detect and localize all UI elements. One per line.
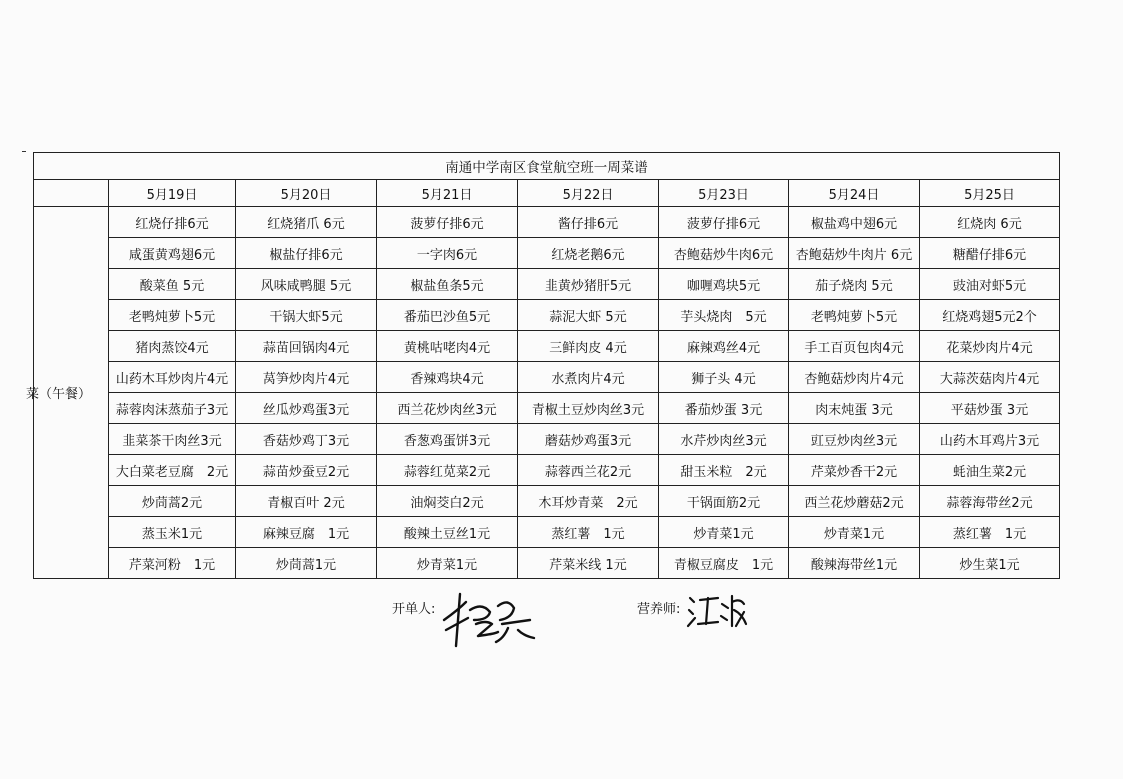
dish-cell: 蒸红薯 1元 [920,517,1060,548]
dish-cell: 莴笋炒肉片4元 [236,362,377,393]
date-header: 5月22日 [518,180,659,207]
issuer-signature [438,590,542,648]
dish-cell: 椒盐鱼条5元 [377,269,518,300]
dish-cell: 木耳炒青菜 2元 [518,486,659,517]
date-header: 5月21日 [377,180,518,207]
dish-cell: 蚝油生菜2元 [920,455,1060,486]
menu-row [34,238,1060,269]
dish-cell: 韭菜茶干肉丝3元 [109,424,236,455]
issuer-label: 开单人: [392,602,436,617]
dish-cell: 菠萝仔排6元 [659,207,789,238]
dish-cell: 炒青菜1元 [659,517,789,548]
dish-cell: 红烧肉 6元 [920,207,1060,238]
dish-cell: 西兰花炒蘑菇2元 [789,486,920,517]
dish-cell: 花菜炒肉片4元 [920,331,1060,362]
dish-cell: 干锅大虾5元 [236,300,377,331]
dish-cell: 狮子头 4元 [659,362,789,393]
date-header: 5月23日 [659,180,789,207]
header-blank-cell [34,180,109,207]
menu-row [34,362,1060,393]
dish-cell: 酸菜鱼 5元 [109,269,236,300]
dish-cell: 番茄炒蛋 3元 [659,393,789,424]
dish-cell: 麻辣鸡丝4元 [659,331,789,362]
date-header: 5月20日 [236,180,377,207]
dish-cell: 西兰花炒肉丝3元 [377,393,518,424]
dish-cell: 三鲜肉皮 4元 [518,331,659,362]
dish-cell: 猪肉蒸饺4元 [109,331,236,362]
menu-title: 南通中学南区食堂航空班一周菜谱 [34,153,1060,180]
dish-cell: 豉油对虾5元 [920,269,1060,300]
menu-row [34,548,1060,579]
dish-cell: 水煮肉片4元 [518,362,659,393]
menu-row [34,207,1060,238]
menu-row [34,269,1060,300]
dish-cell: 椒盐仔排6元 [236,238,377,269]
dish-cell: 红烧猪爪 6元 [236,207,377,238]
dish-cell: 肉末炖蛋 3元 [789,393,920,424]
dish-cell: 椒盐鸡中翅6元 [789,207,920,238]
dish-cell: 韭黄炒猪肝5元 [518,269,659,300]
dish-cell: 香菇炒鸡丁3元 [236,424,377,455]
date-header: 5月19日 [109,180,236,207]
dish-cell: 大蒜茨菇肉片4元 [920,362,1060,393]
dish-cell: 咸蛋黄鸡翅6元 [109,238,236,269]
dish-cell: 青椒土豆炒肉丝3元 [518,393,659,424]
dish-cell: 手工百页包肉4元 [789,331,920,362]
dish-cell: 水芹炒肉丝3元 [659,424,789,455]
dish-cell: 黄桃咕咾肉4元 [377,331,518,362]
dish-cell: 青椒豆腐皮 1元 [659,548,789,579]
dish-cell: 红烧鸡翅5元2个 [920,300,1060,331]
dish-cell: 蒸红薯 1元 [518,517,659,548]
dish-cell: 茄子烧肉 5元 [789,269,920,300]
menu-row [34,331,1060,362]
dish-cell: 豇豆炒肉丝3元 [789,424,920,455]
meal-row-label-text: 菜（午餐） [26,387,92,402]
dish-cell: 蒜蓉西兰花2元 [518,455,659,486]
dish-cell: 甜玉米粒 2元 [659,455,789,486]
dish-cell: 老鸭炖萝卜5元 [109,300,236,331]
dish-cell: 番茄巴沙鱼5元 [377,300,518,331]
dish-cell: 红烧仔排6元 [109,207,236,238]
dish-cell: 蒜蓉海带丝2元 [920,486,1060,517]
dish-cell: 酸辣海带丝1元 [789,548,920,579]
dish-cell: 香葱鸡蛋饼3元 [377,424,518,455]
dish-cell: 蒜泥大虾 5元 [518,300,659,331]
menu-row [34,393,1060,424]
dish-cell: 杏鲍菇炒肉片4元 [789,362,920,393]
nutritionist-label: 营养师: [637,602,681,617]
dish-cell: 咖喱鸡块5元 [659,269,789,300]
dish-cell: 一字肉6元 [377,238,518,269]
dish-cell: 山药木耳炒肉片4元 [109,362,236,393]
scan-mark [22,151,26,152]
dish-cell: 炒青菜1元 [377,548,518,579]
dish-cell: 风味咸鸭腿 5元 [236,269,377,300]
dish-cell: 蘑菇炒鸡蛋3元 [518,424,659,455]
menu-row [34,300,1060,331]
dish-cell: 红烧老鹅6元 [518,238,659,269]
dish-cell: 丝瓜炒鸡蛋3元 [236,393,377,424]
dish-cell: 芋头烧肉 5元 [659,300,789,331]
dish-cell: 山药木耳鸡片3元 [920,424,1060,455]
menu-row [34,486,1060,517]
menu-row [34,424,1060,455]
dish-cell: 大白菜老豆腐 2元 [109,455,236,486]
dish-cell: 菠萝仔排6元 [377,207,518,238]
dish-cell: 蒜蓉红苋菜2元 [377,455,518,486]
meal-row-label [26,207,109,579]
menu-row [34,455,1060,486]
dish-cell: 酸辣土豆丝1元 [377,517,518,548]
dish-cell: 油焖茭白2元 [377,486,518,517]
dish-cell: 干锅面筋2元 [659,486,789,517]
date-header: 5月24日 [789,180,920,207]
dish-cell: 酱仔排6元 [518,207,659,238]
dish-cell: 炒青菜1元 [789,517,920,548]
dish-cell: 芹菜炒香干2元 [789,455,920,486]
dish-cell: 香辣鸡块4元 [377,362,518,393]
dish-cell: 蒸玉米1元 [109,517,236,548]
dish-cell: 芹菜河粉 1元 [109,548,236,579]
date-header: 5月25日 [920,180,1060,207]
dish-cell: 老鸭炖萝卜5元 [789,300,920,331]
menu-row [34,517,1060,548]
dish-cell: 杏鲍菇炒牛肉片 6元 [789,238,920,269]
dish-cell: 蒜苗炒蚕豆2元 [236,455,377,486]
dish-cell: 炒茼蒿2元 [109,486,236,517]
dish-cell: 麻辣豆腐 1元 [236,517,377,548]
dish-cell: 蒜苗回锅肉4元 [236,331,377,362]
dish-cell: 芹菜米线 1元 [518,548,659,579]
dish-cell: 蒜蓉肉沫蒸茄子3元 [109,393,236,424]
dish-cell: 炒茼蒿1元 [236,548,377,579]
dish-cell: 青椒百叶 2元 [236,486,377,517]
dish-cell: 平菇炒蛋 3元 [920,393,1060,424]
weekly-menu-table [26,152,1060,579]
dish-cell: 炒生菜1元 [920,548,1060,579]
dish-cell: 糖醋仔排6元 [920,238,1060,269]
nutritionist-signature [686,590,748,630]
dish-cell: 杏鲍菇炒牛肉6元 [659,238,789,269]
